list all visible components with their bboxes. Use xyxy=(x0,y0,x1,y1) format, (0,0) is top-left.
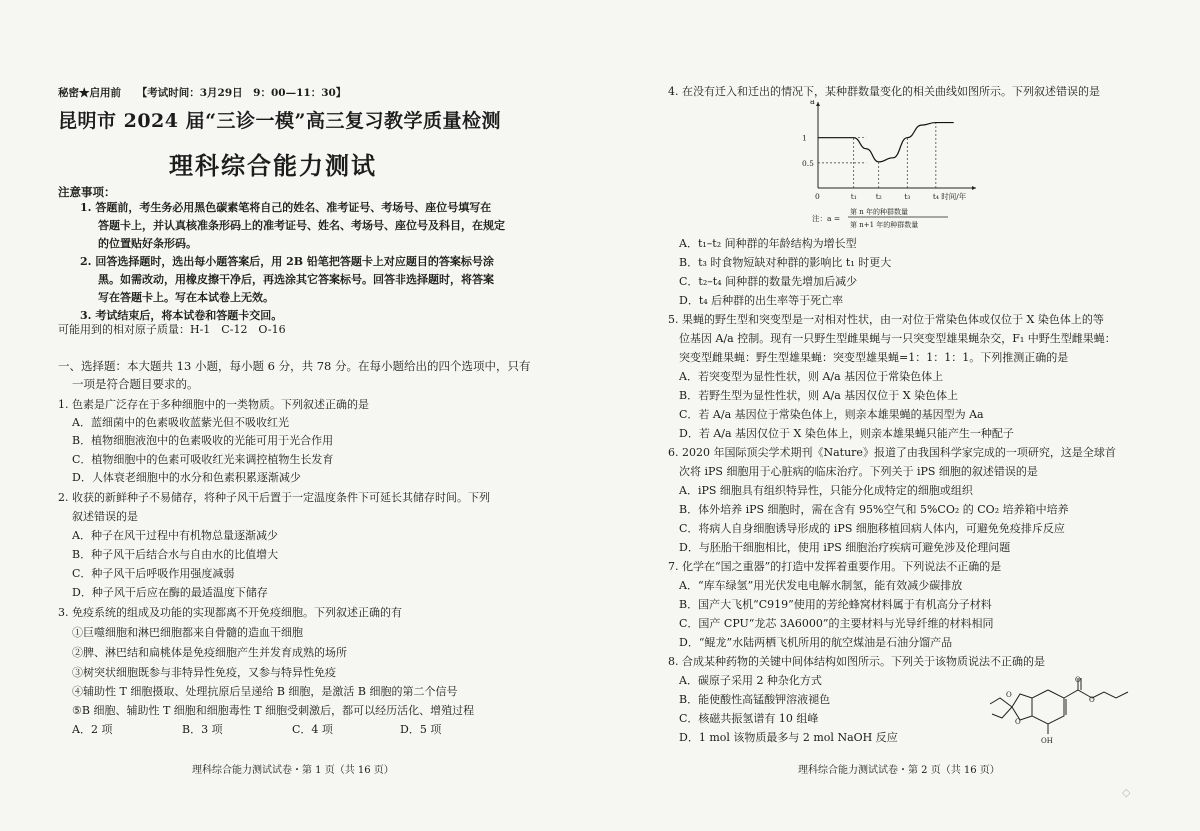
q6-stem-cont: 次将 iPS 细胞用于心脏病的临床治疗。下列关于 iPS 细胞的叙述错误的是 xyxy=(679,465,1038,478)
q3-option-b: B．3 项 xyxy=(182,723,223,736)
q3-option-c: C．4 项 xyxy=(292,723,333,736)
svg-text:O: O xyxy=(1075,676,1081,684)
y-tick-label: 1 xyxy=(802,133,807,143)
exam-subtitle: 理科综合能力测试 xyxy=(169,151,377,180)
q6-option-d: D．与胚胎干细胞相比，使用 iPS 细胞治疗疾病可避免涉及伦理问题 xyxy=(679,541,1011,554)
x-tick-label: t₄ xyxy=(932,192,939,201)
page-2 xyxy=(668,0,1138,831)
q5-stem-cont: 突变型雌果蝇：野生型雄果蝇：突变型雄果蝇=1：1：1：1。下列推测正确的是 xyxy=(679,351,1069,364)
q6-option-a: A．iPS 细胞具有组织特异性，只能分化成特定的细胞或组织 xyxy=(679,484,973,497)
notice-item: 的位置贴好条形码。 xyxy=(98,237,197,250)
y-tick-label: 0.5 xyxy=(802,158,814,168)
q3-statement: ②脾、淋巴结和扁桃体是免疫细胞产生并发育成熟的场所 xyxy=(72,646,347,659)
q7-option-c: C．国产 CPU“龙芯 3A6000”的主要材料与光导纤维的材料相同 xyxy=(679,617,994,630)
q8-option-d: D．1 mol 该物质最多与 2 mol NaOH 反应 xyxy=(679,731,898,744)
x-axis-arrow xyxy=(972,186,976,190)
x-tick-label: t₁ xyxy=(850,192,857,201)
q4-option-d: D．t₄ 后种群的出生率等于死亡率 xyxy=(679,294,844,307)
exam-title: 昆明市 2024 届“三诊一模”高三复习教学质量检测 xyxy=(58,110,501,132)
notice-item: 黑。如需改动，用橡皮擦干净后，再选涂其它答案标号。回答非选择题时，将答案 xyxy=(98,273,494,286)
q8-option-c: C．核磁共振氢谱有 10 组峰 xyxy=(679,712,819,725)
q2-stem: 2. 收获的新鲜种子不易储存，将种子风干后置于一定温度条件下可延长其储存时间。下列 xyxy=(58,491,490,504)
q4-option-b: B．t₃ 时食物短缺对种群的影响比 t₁ 时更大 xyxy=(679,256,892,269)
population-chart xyxy=(798,100,998,235)
q2-option-b: B．种子风干后结合水与自由水的比值增大 xyxy=(72,548,279,561)
q7-option-d: D．“鲲龙”水陆两栖飞机所用的航空煤油是石油分馏产品 xyxy=(679,636,953,649)
svg-text:O: O xyxy=(1089,696,1095,704)
chart-note-numerator: 第 n 年的种群数量 xyxy=(850,208,908,216)
q1-stem: 1. 色素是广泛存在于多种细胞中的一类物质。下列叙述正确的是 xyxy=(58,398,369,411)
q5-option-d: D．若 A/a 基因仅位于 X 染色体上，则亲本雄果蝇只能产生一种配子 xyxy=(679,427,1014,440)
page-footer: 理科综合能力测试试卷・第 1 页（共 16 页） xyxy=(192,765,394,776)
q5-option-c: C．若 A/a 基因位于常染色体上，则亲本雄果蝇的基因型为 Aa xyxy=(679,408,984,421)
q3-statement: ④辅助性 T 细胞摄取、处理抗原后呈递给 B 细胞，是激活 B 细胞的第二个信号 xyxy=(72,685,458,698)
atomic-mass-line: 可能用到的相对原子质量：H-1 C-12 O-16 xyxy=(58,323,286,336)
series-line xyxy=(818,123,954,162)
q7-option-a: A．“库车绿氢”用光伏发电电解水制氢，能有效减少碳排放 xyxy=(679,579,963,592)
chart-note-prefix: 注：a = xyxy=(812,214,841,223)
q2-stem-cont: 叙述错误的是 xyxy=(72,510,138,523)
x-axis-label: 时间/年 xyxy=(941,192,967,201)
svg-text:O: O xyxy=(1006,691,1012,699)
molecule-structure-diagram xyxy=(986,676,1138,746)
x-tick-label: t₃ xyxy=(904,192,911,201)
exam-time-header: 秘密★启用前 【考试时间：3月29日 9：00—11：30】 xyxy=(58,87,347,99)
q3-stem: 3. 免疫系统的组成及功能的实现都离不开免疫细胞。下列叙述正确的有 xyxy=(58,606,402,619)
q2-option-a: A．种子在风干过程中有机物总量逐渐减少 xyxy=(72,529,278,542)
notice-item: 答题卡上，并认真核准条形码上的准考证号、姓名、考场号、座位号及科目，在规定 xyxy=(98,219,505,232)
q6-option-c: C．将病人自身细胞诱导形成的 iPS 细胞移植回病人体内，可避免免疫排斥反应 xyxy=(679,522,1065,535)
q4-option-a: A．t₁–t₂ 间种群的年龄结构为增长型 xyxy=(679,237,857,250)
page-1 xyxy=(58,0,598,831)
q5-stem-cont: 位基因 A/a 控制。现有一只野生型雌果蝇与一只突变型雄果蝇杂交，F₁ 中野生型雌果蝇： xyxy=(679,332,1116,345)
q7-stem: 7. 化学在“国之重器”的打造中发挥着重要作用。下列说法不正确的是 xyxy=(668,560,1002,573)
oh-label: OH xyxy=(1041,737,1053,745)
chart-note-denominator: 第 n+1 年的种群数量 xyxy=(850,221,919,229)
q2-option-d: D．种子风干后应在酶的最适温度下储存 xyxy=(72,586,268,599)
page-footer: 理科综合能力测试试卷・第 2 页（共 16 页） xyxy=(798,765,1000,776)
notice-heading: 注意事项： xyxy=(58,185,116,199)
section-heading: 一、选择题：本大题共 13 小题，每小题 6 分，共 78 分。在每小题给出的四个选项中，只有 xyxy=(58,359,531,373)
notice-item: 2. 回答选择题时，选出每小题答案后，用 2B 铅笔把答题卡上对应题目的答案标号涂 xyxy=(80,255,494,268)
q4-option-c: C．t₂–t₄ 间种群的数量先增加后减少 xyxy=(679,275,858,288)
x-tick-label: 0 xyxy=(815,192,820,201)
q5-stem: 5. 果蝇的野生型和突变型是一对相对性状，由一对位于常染色体或仅位于 X 染色体上的等 xyxy=(668,313,1104,326)
q7-option-b: B．国产大飞机“C919”使用的芳纶蜂窝材料属于有机高分子材料 xyxy=(679,598,992,611)
q6-stem: 6. 2020 年国际顶尖学术期刊《Nature》报道了由我国科学家完成的一项研究，这是全球首 xyxy=(668,446,1116,459)
y-axis-label: a xyxy=(810,100,815,106)
q1-option-c: C．植物细胞中的色素可吸收红光来调控植物生长发育 xyxy=(72,453,334,466)
q6-option-b: B．体外培养 iPS 细胞时，需在含有 95%空气和 5%CO₂ 的 CO₂ 培养箱中培养 xyxy=(679,503,1069,516)
q1-option-d: D．人体衰老细胞中的水分和色素积累逐渐减少 xyxy=(72,471,301,484)
q3-option-a: A．2 项 xyxy=(72,723,113,736)
q8-option-a: A．碳原子采用 2 种杂化方式 xyxy=(679,674,822,687)
x-tick-label: t₂ xyxy=(875,192,882,201)
q3-statement: ③树突状细胞既参与非特异性免疫，又参与特异性免疫 xyxy=(72,666,336,679)
q5-option-a: A．若突变型为显性性状，则 A/a 基因位于常染色体上 xyxy=(679,370,944,383)
q8-stem: 8. 合成某种药物的关键中间体结构如图所示。下列关于该物质说法不正确的是 xyxy=(668,655,1045,668)
q1-option-a: A．蓝细菌中的色素吸收蓝紫光但不吸收红光 xyxy=(72,416,289,429)
q5-option-b: B．若野生型为显性性状，则 A/a 基因仅位于 X 染色体上 xyxy=(679,389,959,402)
q3-statement: ①巨噬细胞和淋巴细胞都来自骨髓的造血干细胞 xyxy=(72,626,303,639)
notice-item: 写在答题卡上。写在本试卷上无效。 xyxy=(98,291,274,304)
q1-option-b: B．植物细胞液泡中的色素吸收的光能可用于光合作用 xyxy=(72,434,334,447)
q8-option-b: B．能使酸性高锰酸钾溶液褪色 xyxy=(679,693,831,706)
notice-item: 1. 答题前，考生务必用黑色碳素笔将自己的姓名、准考证号、考场号、座位号填写在 xyxy=(80,201,492,214)
svg-text:O: O xyxy=(1015,718,1021,726)
q3-statement: ⑤B 细胞、辅助性 T 细胞和细胞毒性 T 细胞受刺激后，都可以经历活化、增殖过程 xyxy=(72,704,475,717)
section-heading-cont: 一项是符合题目要求的。 xyxy=(72,377,199,391)
y-axis-arrow xyxy=(816,102,820,106)
scan-mark-icon: ◇ xyxy=(1122,786,1131,799)
q2-option-c: C．种子风干后呼吸作用强度减弱 xyxy=(72,567,235,580)
q4-stem: 4. 在没有迁入和迁出的情况下，某种群数量变化的相关曲线如图所示。下列叙述错误的是 xyxy=(668,85,1100,98)
notice-item: 3. 考试结束后，将本试卷和答题卡交回。 xyxy=(80,309,283,322)
q3-option-d: D．5 项 xyxy=(400,723,442,736)
